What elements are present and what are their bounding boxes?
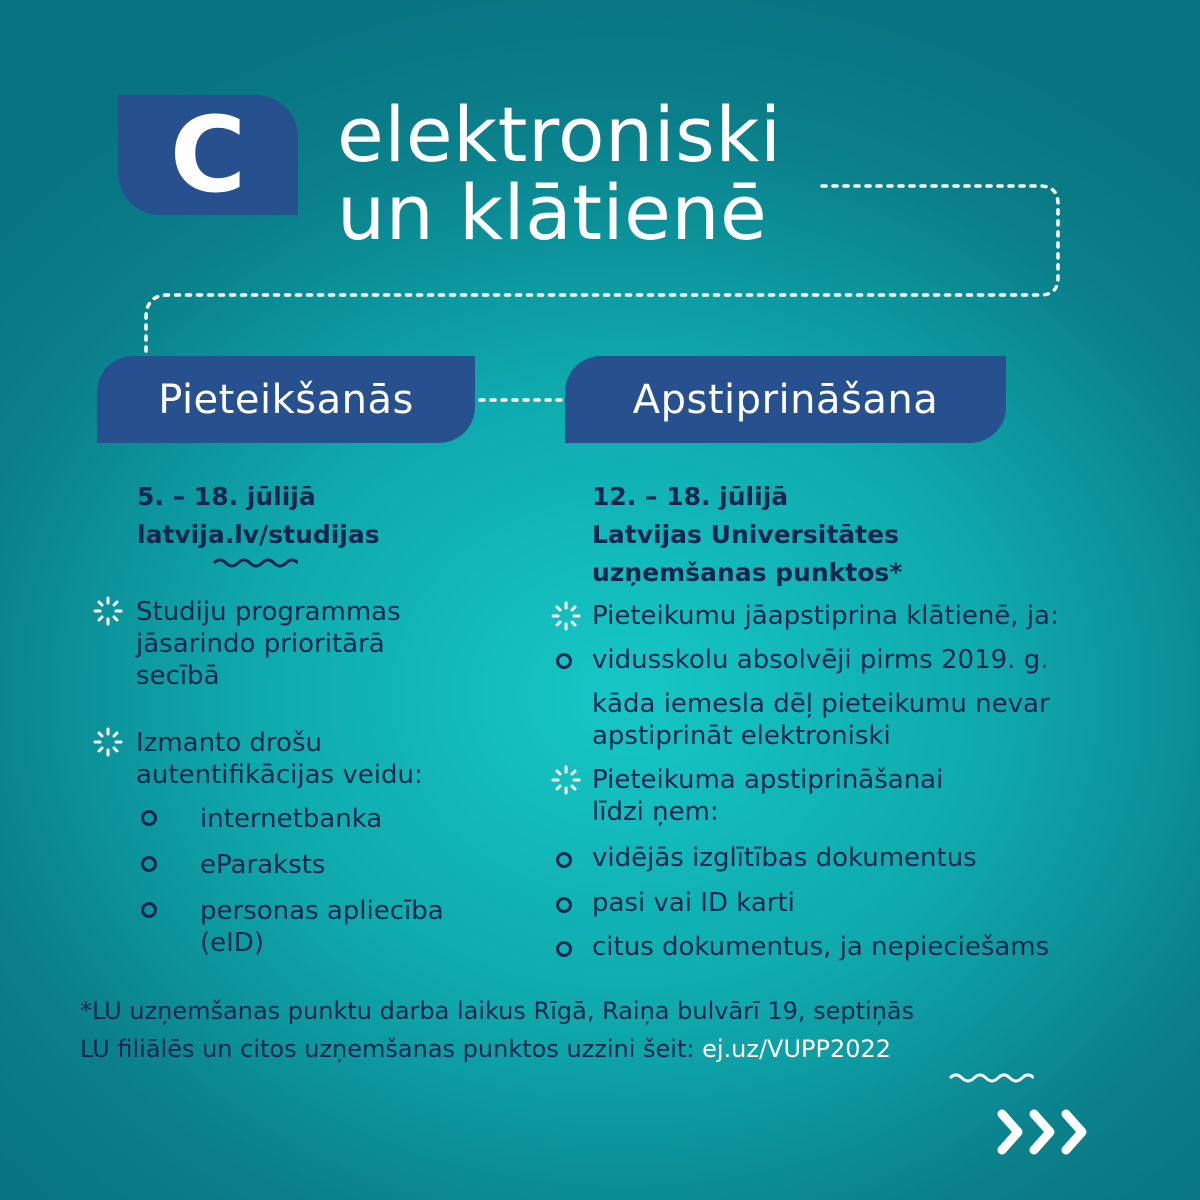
tab-pieteiksanas: Pieteikšanās [97, 356, 475, 443]
sparkle-icon [551, 765, 581, 795]
right-date-block [592, 478, 902, 592]
ring-bullet-icon [141, 856, 157, 872]
document-2: pasi vai ID karti [592, 888, 795, 918]
ring-bullet-icon [141, 810, 157, 826]
right-item-2-line-1: Pieteikuma apstiprināšanai [592, 765, 944, 795]
ring-bullet-icon [556, 941, 572, 957]
right-place-line-1: Latvijas Universitātes [592, 520, 899, 549]
footnote-line-2-text: LU filiālēs un citos uzņemšanas punktos uzzini šeit: [80, 1035, 703, 1063]
auth-method-3 [200, 895, 444, 959]
auth-method-2: eParaksts [200, 850, 326, 880]
right-item-2-line-2: līdzi ņem: [592, 797, 719, 827]
right-item-2 [592, 764, 943, 828]
footnote [80, 992, 1160, 1068]
document-1: vidējās izglītības dokumentus [592, 843, 977, 873]
left-item-1 [136, 596, 401, 692]
sparkle-icon [93, 727, 123, 757]
left-item-2-line-1: Izmanto drošu [136, 728, 322, 758]
wave-underline-icon [948, 1072, 1034, 1084]
c-logo-icon: C [169, 94, 247, 216]
headline-line-1: elektroniski [337, 90, 782, 179]
left-item-1-line-2: jāsarindo prioritārā [136, 629, 385, 659]
left-url: latvija.lv/studijas [137, 520, 380, 549]
left-item-1-line-3: secībā [136, 661, 220, 691]
auth-method-3-line-1: personas apliecība [200, 896, 444, 926]
right-condition-2-line-1: kāda iemesla dēļ pieteikumu nevar [592, 689, 1050, 719]
left-date-block [137, 478, 380, 554]
ring-bullet-icon [556, 852, 572, 868]
left-item-1-line-1: Studiju programmas [136, 597, 401, 627]
footnote-line-1: *LU uzņemšanas punktu darba laikus Rīgā, Raiņa bulvārī 19, septiņās [80, 997, 915, 1025]
right-place-line-2: uzņemšanas punktos* [592, 558, 903, 587]
ring-bullet-icon [141, 902, 157, 918]
auth-method-1: internetbanka [200, 804, 383, 834]
vupp-link[interactable]: ej.uz/VUPP2022 [702, 1035, 892, 1063]
left-item-2 [136, 727, 423, 791]
document-3: citus dokumentus, ja nepieciešams [592, 932, 1050, 962]
right-item-1: Pieteikumu jāapstiprina klātienē, ja: [592, 601, 1059, 631]
auth-method-3-line-2: (eID) [200, 928, 264, 958]
right-condition-2 [592, 688, 1050, 752]
sparkle-icon [93, 596, 123, 626]
right-condition-2-line-2: apstiprināt elektroniski [592, 721, 891, 751]
right-condition-1: vidusskolu absolvēji pirms 2019. g. [592, 645, 1049, 675]
tab-apstiprinasana: Apstiprināšana [565, 356, 1006, 443]
footnote-line-2 [80, 1030, 1160, 1068]
sparkle-icon [551, 601, 581, 631]
left-date: 5. – 18. jūlijā [137, 482, 316, 511]
headline-line-2: un klātienē [337, 167, 768, 257]
triple-chevron-icon [996, 1106, 1096, 1158]
right-date: 12. – 18. jūlijā [592, 482, 789, 511]
left-item-2-line-2: autentifikācijas veidu: [136, 760, 423, 790]
wave-underline-icon [212, 557, 298, 569]
ring-bullet-icon [556, 653, 572, 669]
ring-bullet-icon [556, 897, 572, 913]
